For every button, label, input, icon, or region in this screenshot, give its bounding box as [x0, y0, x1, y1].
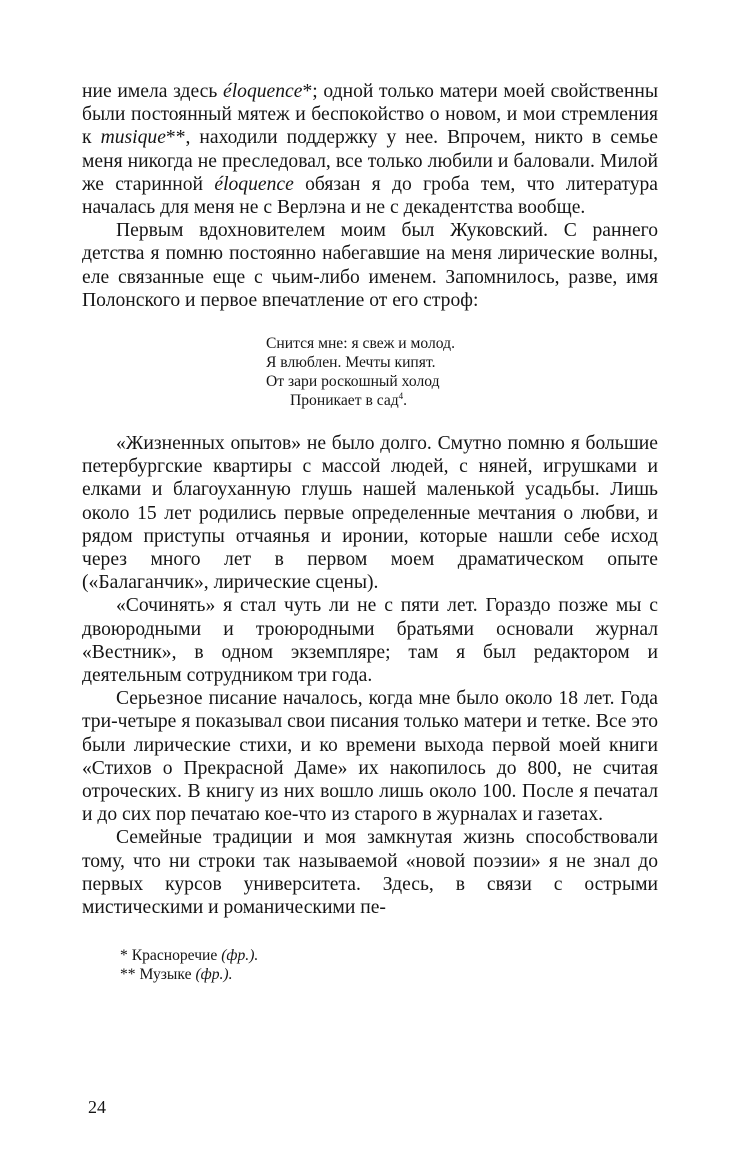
p1-text-e: **, находили поддержку у нее. Впрочем, никто в семье меня никогда не преследовал, все только любили и баловали. Милой же старинной [82, 127, 659, 195]
paragraph-6: Семейные традиции и моя замкнутая жизнь способствовали тому, что ни строки так называемой «новой поэзии» я не знал до первых курсов университета. Здесь, в связи с острыми мистическими и романическими пе- [82, 827, 658, 919]
p1-text-g: обязан я до гроба тем, что литература началась для меня не с Верлэна и не с декадентства вообще. [82, 173, 658, 219]
paragraph-1 [82, 80, 658, 219]
footnote-2-text: Музыке [139, 965, 192, 983]
footnotes [120, 947, 658, 984]
p1-text-a: ние имела здесь [82, 81, 224, 102]
paragraph-5: Серьезное писание началось, когда мне было около 18 лет. Года три-четыре я показывал свои писания только матери и тетке. Все это были лирические стихи, и ко времени выхода первой моей книги «Стихов о Прекрасной Даме» их накопилось до 800, не считая отроческих. В книгу из них вошло лишь около 100. После я печатал и до сих пор печатаю кое-что из старого в журналах и газетах. [82, 688, 658, 826]
paragraph-3: «Жизненных опытов» не было долго. Смутно помню я большие петербургские квартиры с массой людей, с няней, игрушками и елками и благоуханную глушь нашей маленькой усадьбы. Лишь около 15 лет родились первые определенные мечтания о любви, и рядом приступы отчаянья и иронии, которые нашли себе исход через много лет в первом моем драматическом опыте («Балаганчик», лирические сцены). [82, 433, 658, 594]
page-number: 24 [88, 1097, 106, 1117]
footnote-1-lang: (фр.). [221, 947, 259, 965]
footnote-2-lang: (фр.). [195, 965, 233, 983]
footnote-2 [120, 966, 658, 985]
p1-foreign-word-eloquence: éloquence [223, 81, 303, 102]
note-reference-4: 4 [398, 391, 404, 402]
p1-text-c: *; одной только матери моей свойственны были постоянный мятеж и беспокойство о новом, и мои стремления к [82, 81, 658, 149]
footnote-1 [120, 947, 658, 966]
poem-quote [266, 334, 658, 410]
footnote-1-mark: * [120, 947, 128, 965]
footnote-2-mark: ** [120, 965, 136, 983]
p1-foreign-word-musique: musique [100, 127, 166, 149]
poem-line-1: Снится мне: я свеж и молод. [266, 335, 455, 353]
paragraph-4: «Сочинять» я стал чуть ли не с пяти лет. Гораздо позже мы с двоюродными и троюродными братьями основали журнал «Вестник», в одном экземпляре; там я был редактором и деятельным сотрудником три года. [82, 595, 658, 687]
poem-line-4-end: . [403, 392, 408, 410]
footnote-1-text: Красноречие [131, 947, 218, 965]
poem-line-4 [266, 391, 658, 410]
poem-line-4-text: Проникает в сад [290, 392, 399, 410]
poem-line-2: Я влюблен. Мечты кипят. [266, 354, 436, 372]
p1-foreign-word-eloquence-2: éloquence [214, 173, 294, 195]
paragraph-2: Первым вдохновителем моим был Жуковский. С раннего детства я помню постоянно набегавшие на меня лирические волны, еле связанные еще с чьим-либо именем. Запомнилось, разве, имя Полонского и первое впечатление от его строф: [82, 220, 658, 311]
poem-line-3: От зари роскошный холод [266, 373, 440, 391]
